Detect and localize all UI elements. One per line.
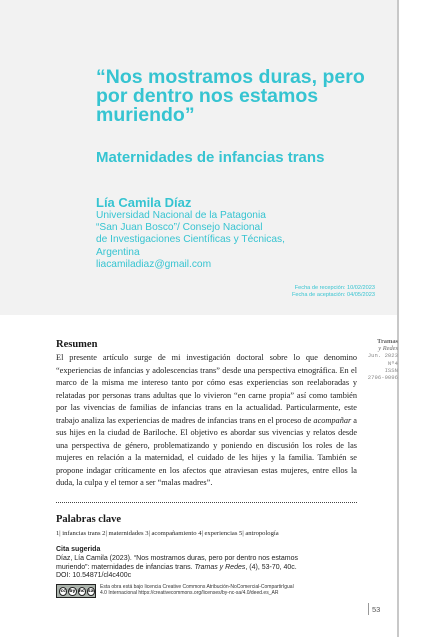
article-subtitle: Maternidades de infancias trans: [96, 149, 325, 166]
issue-number: Nº4: [387, 359, 398, 367]
license-link[interactable]: 4.0 Internacional https://creativecommons.org/licenses/by-nc-sa/4.0/deed.es_AR: [100, 590, 279, 597]
citation-text: , (4), 53-70, 40c.: [245, 563, 297, 571]
affiliation-line: Argentina: [96, 246, 140, 258]
abstract-text-end: a sus hijes en la ciudad de Bariloche. El objetivo es abordar sus vivencias y relatos desde una perspectiva de género, problematizando y poniendo en discusión los roles de las mujeres en relación a la maternidad, el cuidado de les hijes y la familia. También se propone indagar críticamente en los afectos que atraviesan estas mujeres, entre ellos la duda, la culpa y el temor a ser “malas madres”.: [56, 415, 357, 487]
journal-name-2: y Redes: [378, 345, 398, 353]
side-rule: [397, 0, 399, 637]
cc-license-badge-icon[interactable]: [56, 584, 96, 598]
journal-side-meta: [364, 338, 398, 381]
abstract-heading: Resumen: [56, 339, 98, 350]
keywords-list: 1| infancias trans 2| maternidades 3| acompañamiento 4| experiencias 5| antropología: [56, 530, 279, 537]
article-title: “Nos mostramos duras, pero por dentro nos estamos muriendo”: [96, 66, 365, 126]
license-line: Esta obra está bajo licencia Creative Commons Atribución-NoComercial-CompartirIgual: [100, 584, 294, 590]
page-number: 53: [372, 605, 381, 614]
abstract-divider: [56, 502, 357, 503]
journal-name: Tramas: [377, 338, 398, 345]
by-icon: by: [69, 588, 76, 594]
issue-date: Jun. 2023: [367, 352, 398, 360]
accepted-date: Fecha de aceptación: 04/05/2023: [291, 292, 375, 298]
citation-line: [56, 564, 356, 573]
citation-line: Díaz, Lía Camila (2023). “Nos mostramos duras, pero por dentro nos estamos: [56, 555, 298, 562]
page-number-divider: [368, 603, 369, 615]
issn-label: ISSN: [384, 366, 398, 374]
author-email: liacamiladiaz@gmail.com: [96, 258, 212, 270]
nc-icon: nc: [78, 588, 85, 594]
sa-icon: sa: [88, 588, 94, 594]
issn-value: 2796-9096: [367, 374, 398, 382]
affiliation-line: Universidad Nacional de la Patagonia: [96, 210, 266, 221]
submission-dates: [292, 285, 375, 299]
keywords-heading: Palabras clave: [56, 514, 122, 525]
author-name: Lía Camila Díaz: [96, 195, 192, 210]
citation-doi: DOI: 10.54871/cl4c400c: [56, 572, 132, 580]
abstract-text: El presente artículo surge de mi investigación doctoral sobre lo que denomino “experiencias de infancias y adolescencias trans” desde una perspectiva etnográfica. En el marco de la misma me intereso tanto por cómo esas experiencias son reelaboradas y relatadas por personas trans adultas que lo vivieron “en carne propia” así como también por las vivencias de familias de infancias trans en la actualidad. Particularmente, este trabajo analiza las experiencias de madres de infancias trans en el proceso de: [56, 353, 357, 425]
citation-body: [56, 555, 356, 581]
citation-heading: Cita sugerida: [56, 546, 101, 553]
citation-text: muriendo”: maternidades de infancias trans.: [56, 563, 195, 571]
abstract-body: [56, 352, 357, 490]
affiliation-line: “San Juan Bosco”/ Consejo Nacional: [96, 222, 263, 234]
abstract-italic-word: acompañar: [313, 415, 352, 425]
affiliation-line: de Investigaciones Científicas y Técnicas,: [96, 234, 285, 246]
author-affiliation: [96, 210, 376, 271]
license-text: [100, 584, 356, 597]
cc-icon: cc: [60, 588, 66, 594]
license-row: [56, 584, 356, 600]
citation-journal: Tramas y Redes: [194, 563, 246, 571]
received-date: Fecha de recepción: 10/02/2023: [294, 285, 375, 291]
article-header-panel: [0, 0, 397, 315]
